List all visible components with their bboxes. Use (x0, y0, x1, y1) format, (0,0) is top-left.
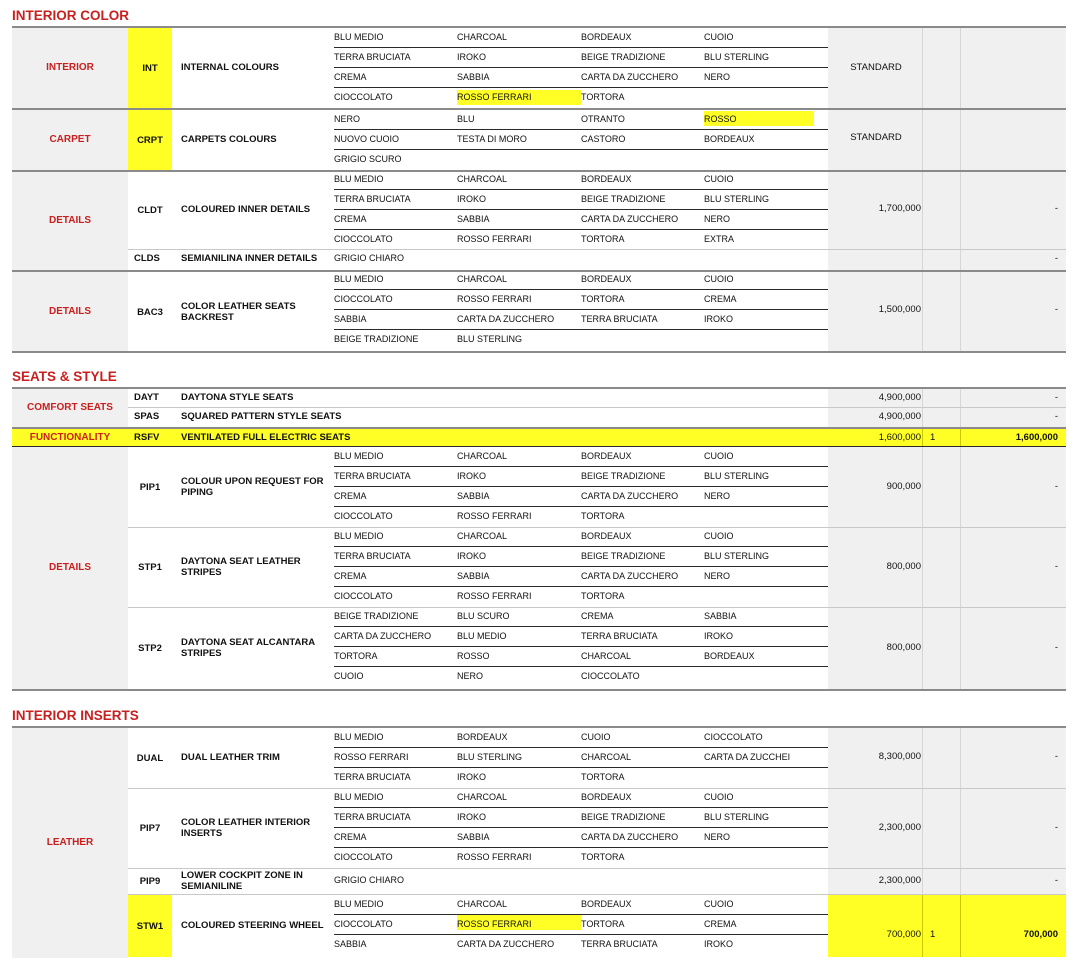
row-rule (334, 149, 828, 150)
option-quantity: 1 (930, 432, 936, 443)
option-value: CHARCOAL (457, 174, 508, 184)
option-value: CARTA DA ZUCCHERO (581, 491, 679, 501)
row-rule (334, 87, 828, 88)
option-value: CARTA DA ZUCCHERO (581, 72, 679, 82)
option-value: ROSSO FERRARI (457, 919, 532, 929)
option-value: GRIGIO CHIARO (334, 253, 405, 263)
option-value: BEIGE TRADIZIONE (581, 52, 666, 62)
group-functionality (12, 427, 1066, 447)
row-rule (334, 807, 828, 808)
row-rule (334, 506, 828, 507)
option-value: TERRA BRUCIATA (334, 812, 411, 822)
option-value: SABBIA (334, 314, 367, 324)
option-value: BORDEAUX (581, 174, 632, 184)
option-value: BORDEAUX (581, 451, 632, 461)
option-value: ROSSO FERRARI (457, 234, 532, 244)
option-value: SABBIA (457, 491, 490, 501)
option-value: BLU STERLING (704, 471, 770, 481)
option-value: BEIGE TRADIZIONE (334, 611, 419, 621)
row-rule (334, 934, 828, 935)
group-carpets-colours (12, 108, 1066, 170)
option-code: PIP7 (139, 822, 161, 834)
option-value: TERRA BRUCIATA (334, 194, 411, 204)
option-value: CIOCCOLATO (704, 732, 763, 742)
option-code: DUAL (136, 752, 164, 764)
option-code: STW1 (136, 920, 164, 932)
option-description: CARPETS COLOURS (181, 134, 277, 146)
option-value: CIOCCOLATO (334, 234, 393, 244)
row-rule (334, 747, 828, 748)
option-value: CHARCOAL (457, 274, 508, 284)
option-value: ROSSO (457, 651, 490, 661)
row-rule (334, 229, 828, 230)
option-value: CUOIO (704, 174, 734, 184)
option-total: - (1054, 203, 1058, 214)
row-rule (334, 67, 828, 68)
option-price: 1,600,000 (878, 432, 921, 443)
row-rule (334, 209, 828, 210)
option-value: TERRA BRUCIATA (581, 939, 658, 949)
option-value: CUOIO (704, 531, 734, 541)
option-value: CASTORO (581, 134, 626, 144)
option-value: IROKO (704, 939, 734, 949)
option-total: - (1054, 875, 1058, 886)
row-rule (334, 566, 828, 567)
option-value: CIOCCOLATO (334, 852, 393, 862)
option-value: GRIGIO SCURO (334, 154, 402, 164)
option-description: COLOURED INNER DETAILS (181, 204, 311, 216)
option-value: CIOCCOLATO (581, 671, 640, 681)
option-price: 4,900,000 (878, 392, 921, 403)
option-value: TORTORA (581, 92, 625, 102)
option-value: ROSSO FERRARI (457, 92, 532, 102)
option-total: - (1054, 481, 1058, 492)
option-value: BEIGE TRADIZIONE (581, 812, 666, 822)
option-price: 800,000 (886, 561, 921, 572)
option-value: IROKO (704, 631, 734, 641)
option-code: SPAS (134, 411, 160, 422)
option-value: CREMA (704, 294, 737, 304)
option-price: 4,900,000 (878, 411, 921, 422)
option-value: CUOIO (704, 899, 734, 909)
option-description: DAYTONA SEAT LEATHER STRIPES (181, 555, 301, 578)
option-value: NUOVO CUOIO (334, 134, 400, 144)
option-price: 2,300,000 (878, 875, 921, 886)
option-value: CREMA (334, 571, 367, 581)
option-total: - (1054, 642, 1058, 653)
option-value: ROSSO FERRARI (457, 294, 532, 304)
option-total: - (1054, 304, 1058, 315)
option-value: BLU STERLING (704, 551, 770, 561)
option-price: 1,500,000 (878, 304, 921, 315)
option-value: CREMA (334, 214, 367, 224)
option-value: TERRA BRUCIATA (581, 631, 658, 641)
option-value: SABBIA (704, 611, 737, 621)
option-value: ROSSO FERRARI (457, 852, 532, 862)
option-value: BORDEAUX (704, 651, 755, 661)
option-price: 8,300,000 (878, 751, 921, 762)
option-description: COLOURED STEERING WHEEL (181, 920, 324, 932)
option-value: CUOIO (334, 671, 364, 681)
option-code: BAC3 (137, 306, 163, 318)
option-value: CHARCOAL (457, 531, 508, 541)
option-description: COLOUR UPON REQUEST FOR PIPING (181, 475, 324, 498)
option-value: BLU MEDIO (334, 531, 384, 541)
option-value: BLU (457, 114, 475, 124)
option-value: TORTORA (581, 511, 625, 521)
option-total: - (1054, 561, 1058, 572)
row-rule (334, 914, 828, 915)
option-value: ROSSO FERRARI (334, 752, 409, 762)
option-code: STP1 (138, 561, 162, 573)
option-value: CUOIO (704, 32, 734, 42)
option-value: NERO (704, 491, 731, 501)
option-code: INT (142, 62, 158, 74)
option-value: BEIGE TRADIZIONE (581, 551, 666, 561)
option-total: - (1054, 392, 1058, 403)
category-label: DETAILS (48, 215, 92, 226)
option-value: CIOCCOLATO (334, 591, 393, 601)
option-price: 700,000 (886, 929, 921, 940)
option-description: SQUARED PATTERN STYLE SEATS (181, 411, 342, 422)
group-interior-colours (12, 26, 1066, 108)
row-rule (334, 586, 828, 587)
option-value: BLU STERLING (704, 812, 770, 822)
option-value: NERO (704, 72, 731, 82)
option-value: CARTA DA ZUCCHEI (704, 752, 791, 762)
row-rule (334, 666, 828, 667)
row-rule (334, 486, 828, 487)
option-value: BLU MEDIO (334, 451, 384, 461)
row-rule (334, 329, 828, 330)
option-value: CIOCCOLATO (334, 92, 393, 102)
option-value: BEIGE TRADIZIONE (581, 471, 666, 481)
row-rule (334, 129, 828, 130)
option-value: IROKO (457, 812, 487, 822)
option-value: BLU MEDIO (334, 792, 384, 802)
option-value: CARTA DA ZUCCHERO (334, 631, 432, 641)
option-value: BLU MEDIO (334, 732, 384, 742)
option-value: CREMA (581, 611, 614, 621)
option-value: BORDEAUX (581, 531, 632, 541)
option-code: CRPT (137, 134, 163, 146)
option-code: DAYT (134, 392, 159, 403)
option-price: 2,300,000 (878, 822, 921, 833)
option-value: CHARCOAL (457, 32, 508, 42)
option-price: 800,000 (886, 642, 921, 653)
section-title-interior-inserts: INTERIOR INSERTS (12, 708, 139, 723)
option-description: DUAL LEATHER TRIM (181, 752, 280, 764)
option-description: DAYTONA SEAT ALCANTARA STRIPES (181, 636, 315, 659)
row-rule (334, 626, 828, 627)
option-quantity: 1 (930, 929, 936, 940)
option-value: ROSSO FERRARI (457, 591, 532, 601)
option-value: CREMA (704, 919, 737, 929)
option-value: NERO (704, 214, 731, 224)
option-total: - (1054, 411, 1058, 422)
option-value: EXTRA (704, 234, 735, 244)
option-total: 700,000 (1023, 929, 1058, 940)
option-value: CIOCCOLATO (334, 511, 393, 521)
option-price: 900,000 (886, 481, 921, 492)
category-label: FUNCTIONALITY (29, 431, 111, 443)
category-label: CARPET (49, 134, 91, 145)
option-value: BORDEAUX (457, 732, 508, 742)
option-description: LOWER COCKPIT ZONE IN SEMIANILINE (181, 869, 303, 892)
option-value: IROKO (457, 471, 487, 481)
option-value: OTRANTO (581, 114, 625, 124)
option-value: BORDEAUX (581, 32, 632, 42)
option-value: CARTA DA ZUCCHERO (457, 939, 555, 949)
option-value: BORDEAUX (581, 274, 632, 284)
option-description: SEMIANILINA INNER DETAILS (181, 253, 318, 264)
option-value: IROKO (704, 314, 734, 324)
row-rule (334, 767, 828, 768)
option-value: TORTORA (581, 919, 625, 929)
option-value: TERRA BRUCIATA (334, 471, 411, 481)
row-rule (334, 847, 828, 848)
option-value: BLU MEDIO (334, 274, 384, 284)
option-value: BEIGE TRADIZIONE (334, 334, 419, 344)
option-value: CARTA DA ZUCCHERO (581, 571, 679, 581)
option-value: CHARCOAL (581, 651, 632, 661)
option-value: CUOIO (704, 451, 734, 461)
option-value: CARTA DA ZUCCHERO (581, 214, 679, 224)
option-value: IROKO (457, 194, 487, 204)
row-rule (334, 546, 828, 547)
option-total: - (1054, 253, 1058, 264)
option-value: SABBIA (457, 72, 490, 82)
option-value: BLU MEDIO (334, 174, 384, 184)
option-description: COLOR LEATHER INTERIOR INSERTS (181, 816, 311, 839)
option-value: GRIGIO CHIARO (334, 875, 405, 885)
section-title-seats-style: SEATS & STYLE (12, 369, 117, 384)
option-code: RSFV (134, 432, 160, 443)
option-value: TESTA DI MORO (457, 134, 527, 144)
row-rule (334, 466, 828, 467)
row-rule (334, 289, 828, 290)
option-value: BORDEAUX (581, 899, 632, 909)
option-value: IROKO (457, 551, 487, 561)
option-total: - (1054, 751, 1058, 762)
option-value: BLU MEDIO (457, 631, 507, 641)
option-value: TORTORA (581, 591, 625, 601)
option-value: ROSSO (704, 114, 737, 124)
option-value: SABBIA (334, 939, 367, 949)
option-value: CIOCCOLATO (334, 919, 393, 929)
option-value: BLU MEDIO (334, 32, 384, 42)
price-standard: STANDARD (850, 132, 902, 143)
option-code: PIP9 (139, 875, 161, 887)
option-value: NERO (704, 832, 731, 842)
row-rule (334, 309, 828, 310)
option-value: NERO (334, 114, 361, 124)
option-value: CARTA DA ZUCCHERO (581, 832, 679, 842)
row-rule (334, 646, 828, 647)
option-value: CHARCOAL (581, 752, 632, 762)
row-rule (334, 47, 828, 48)
price-standard: STANDARD (850, 62, 902, 73)
option-value: IROKO (457, 52, 487, 62)
option-value: TERRA BRUCIATA (334, 52, 411, 62)
option-value: SABBIA (457, 214, 490, 224)
option-code: PIP1 (139, 481, 161, 493)
option-total: - (1054, 822, 1058, 833)
category-label: DETAILS (48, 306, 92, 317)
option-value: CIOCCOLATO (334, 294, 393, 304)
option-value: TORTORA (581, 234, 625, 244)
row-rule (334, 189, 828, 190)
option-description: DAYTONA STYLE SEATS (181, 392, 294, 403)
option-value: NERO (704, 571, 731, 581)
option-value: BLU STERLING (704, 52, 770, 62)
option-value: TORTORA (334, 651, 378, 661)
option-value: SABBIA (457, 832, 490, 842)
group-color-leather-seats-backrest (12, 270, 1066, 352)
option-value: BORDEAUX (704, 134, 755, 144)
group-comfort-seats (12, 387, 1066, 427)
option-value: BLU MEDIO (334, 899, 384, 909)
option-value: CHARCOAL (457, 899, 508, 909)
section-title-interior-color: INTERIOR COLOR (12, 8, 129, 23)
option-value: BEIGE TRADIZIONE (581, 194, 666, 204)
option-value: CUOIO (704, 274, 734, 284)
option-description: COLOR LEATHER SEATS BACKREST (181, 300, 296, 323)
option-price: 1,700,000 (878, 203, 921, 214)
group-leather (12, 726, 1066, 958)
option-code: CLDT (137, 204, 163, 216)
option-total: 1,600,000 (1015, 432, 1058, 443)
option-code: CLDS (134, 253, 160, 264)
option-value: BORDEAUX (581, 792, 632, 802)
option-value: TORTORA (581, 294, 625, 304)
option-description: VENTILATED FULL ELECTRIC SEATS (181, 432, 351, 443)
option-value: CREMA (334, 491, 367, 501)
option-value: CUOIO (704, 792, 734, 802)
option-value: CUOIO (581, 732, 611, 742)
group-seat-details (12, 447, 1066, 689)
option-value: CHARCOAL (457, 792, 508, 802)
option-value: CREMA (334, 72, 367, 82)
option-value: CHARCOAL (457, 451, 508, 461)
option-value: TERRA BRUCIATA (334, 551, 411, 561)
category-label: LEATHER (46, 837, 94, 848)
option-value: TERRA BRUCIATA (334, 772, 411, 782)
category-label: COMFORT SEATS (27, 402, 113, 413)
option-code: STP2 (138, 642, 162, 654)
option-value: CARTA DA ZUCCHERO (457, 314, 555, 324)
category-label: DETAILS (48, 562, 92, 573)
option-value: IROKO (457, 772, 487, 782)
row-rule (334, 827, 828, 828)
option-value: TORTORA (581, 772, 625, 782)
option-value: ROSSO FERRARI (457, 511, 532, 521)
option-value: SABBIA (457, 571, 490, 581)
category-label: INTERIOR (46, 62, 94, 73)
option-value: NERO (457, 671, 484, 681)
option-value: CREMA (334, 832, 367, 842)
group-coloured-inner-details (12, 170, 1066, 270)
option-value: BLU STERLING (457, 334, 523, 344)
option-value: BLU SCURO (457, 611, 510, 621)
option-value: TERRA BRUCIATA (581, 314, 658, 324)
option-value: TORTORA (581, 852, 625, 862)
option-value: BLU STERLING (704, 194, 770, 204)
option-value: BLU STERLING (457, 752, 523, 762)
option-description: INTERNAL COLOURS (181, 62, 279, 74)
